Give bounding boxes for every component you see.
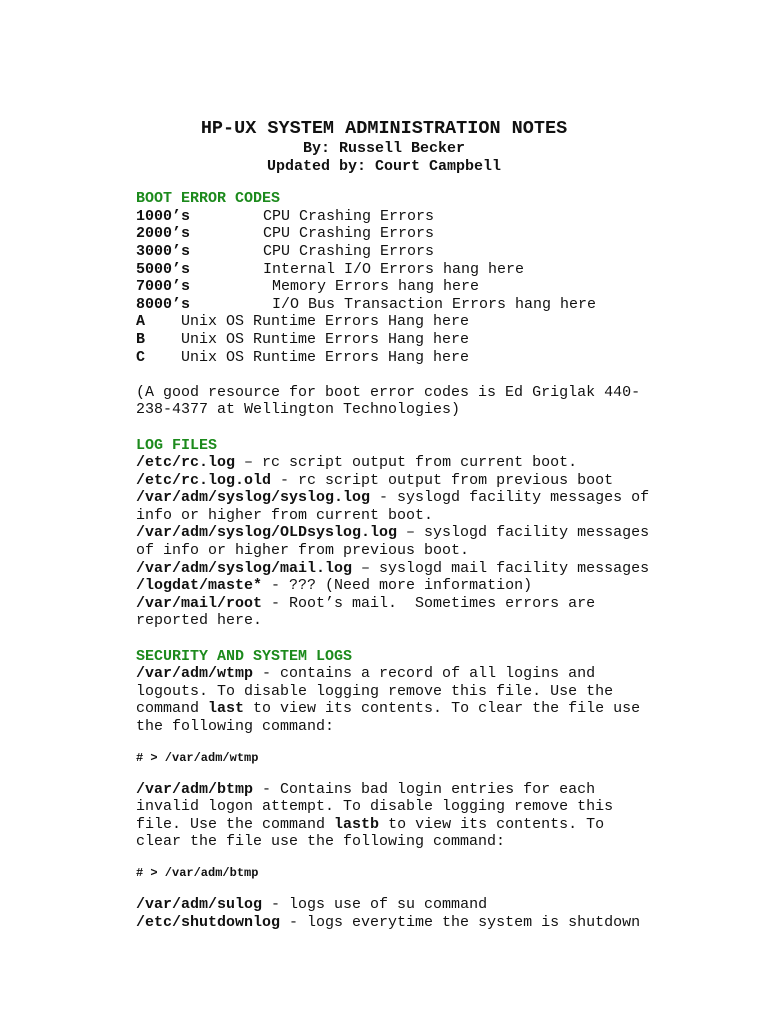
boot-code-desc: Memory Errors hang here [272, 278, 480, 296]
boot-code-desc: CPU Crashing Errors [263, 225, 435, 243]
log-desc-cont: reported here. [136, 612, 263, 630]
boot-code: B [136, 330, 146, 348]
btmp-desc: - Contains bad login entries for each [253, 780, 596, 798]
log-desc: - syslogd facility messages of [370, 489, 650, 507]
boot-code: 1000’s [136, 207, 191, 225]
log-files-heading: LOG FILES [136, 436, 218, 454]
sulog-desc: - logs use of su command [262, 895, 488, 913]
boot-code-row [136, 349, 696, 367]
title-block [136, 118, 632, 175]
btmp-desc-line: invalid logon attempt. To disable logging remove this [136, 798, 614, 816]
log-path: /var/adm/syslog/mail.log [136, 559, 353, 577]
boot-code: A [136, 313, 146, 331]
boot-code: C [136, 348, 146, 366]
last-command: last [208, 700, 245, 718]
wtmp-desc-line [136, 700, 696, 718]
boot-code: 3000’s [136, 242, 191, 260]
boot-code-desc: I/O Bus Transaction Errors hang here [272, 295, 597, 313]
log-entry [136, 472, 696, 490]
boot-code-desc: Internal I/O Errors hang here [263, 260, 525, 278]
log-entry [136, 577, 696, 595]
shutdownlog-desc: - logs everytime the system is shutdown [280, 913, 641, 931]
btmp-desc-text: to view its contents. To [379, 815, 605, 833]
log-path: /var/adm/syslog/OLDsyslog.log [136, 524, 398, 542]
boot-code-row [136, 208, 696, 226]
boot-code-row [136, 225, 696, 243]
boot-code: 2000’s [136, 225, 191, 243]
document-page [136, 118, 696, 931]
log-desc-cont: info or higher from current boot. [136, 506, 434, 524]
author-line: By: Russell Becker [302, 140, 466, 157]
wtmp-path: /var/adm/wtmp [136, 665, 254, 683]
boot-code-row [136, 331, 696, 349]
log-entry [136, 595, 696, 613]
boot-code-row [136, 278, 696, 296]
wtmp-clear-command: # > /var/adm/wtmp [136, 750, 259, 765]
log-desc: – syslogd mail facility messages [352, 559, 650, 577]
lastb-command: lastb [334, 815, 380, 833]
btmp-desc-line [136, 816, 696, 834]
log-desc: - rc script output from previous boot [271, 471, 614, 489]
boot-error-codes-heading: BOOT ERROR CODES [136, 190, 281, 208]
log-desc: – rc script output from current boot. [235, 454, 578, 472]
wtmp-entry [136, 665, 696, 683]
boot-code-desc: Unix OS Runtime Errors Hang here [181, 313, 470, 331]
log-desc-cont: of info or higher from previous boot. [136, 542, 470, 560]
boot-code-desc: Unix OS Runtime Errors Hang here [181, 330, 470, 348]
boot-code-desc: CPU Crashing Errors [263, 242, 435, 260]
log-path: /var/mail/root [136, 594, 263, 612]
log-entry [136, 560, 696, 578]
btmp-entry [136, 781, 696, 799]
log-path: /var/adm/syslog/syslog.log [136, 489, 371, 507]
shutdownlog-path: /etc/shutdownlog [136, 913, 281, 931]
log-desc: - ??? (Need more information) [262, 577, 533, 595]
wtmp-desc-text: to view its contents. To clear the file use [244, 700, 641, 718]
boot-code-row [136, 313, 696, 331]
log-entry [136, 524, 696, 542]
boot-code-row [136, 243, 696, 261]
btmp-path: /var/adm/btmp [136, 780, 254, 798]
log-path: /etc/rc.log.old [136, 471, 272, 489]
boot-code-row [136, 296, 696, 314]
boot-code: 7000’s [136, 278, 191, 296]
updated-by-line: Updated by: Court Campbell [266, 157, 502, 175]
wtmp-desc: - contains a record of all logins and [253, 665, 596, 683]
wtmp-desc-line: the following command: [136, 718, 335, 735]
shutdownlog-entry [136, 914, 696, 932]
boot-code-row [136, 261, 696, 279]
boot-code: 5000’s [136, 260, 191, 278]
sulog-path: /var/adm/sulog [136, 895, 263, 913]
btmp-desc-text: file. Use the command [136, 815, 335, 833]
log-desc: – syslogd facility messages [397, 524, 650, 542]
btmp-clear-command: # > /var/adm/btmp [136, 865, 259, 880]
btmp-desc-line: clear the file use the following command: [136, 833, 506, 851]
wtmp-desc-line: logouts. To disable logging remove this file. Use the [136, 682, 614, 700]
document-title: HP-UX SYSTEM ADMINISTRATION NOTES [200, 118, 568, 139]
boot-resource-note-cont: 238-4377 at Wellington Technologies) [136, 401, 461, 419]
wtmp-desc-text: command [136, 700, 209, 718]
log-entry [136, 454, 696, 472]
boot-code-desc: CPU Crashing Errors [263, 207, 435, 225]
boot-code: 8000’s [136, 295, 191, 313]
log-entry [136, 489, 696, 507]
log-path: /logdat/maste* [136, 577, 263, 595]
log-path: /etc/rc.log [136, 454, 236, 472]
log-desc: - Root’s mail. Sometimes errors are [262, 594, 596, 612]
boot-resource-note: (A good resource for boot error codes is Ed Griglak 440- [136, 383, 641, 401]
security-logs-heading: SECURITY AND SYSTEM LOGS [136, 647, 353, 665]
boot-code-desc: Unix OS Runtime Errors Hang here [181, 348, 470, 366]
sulog-entry [136, 896, 696, 914]
